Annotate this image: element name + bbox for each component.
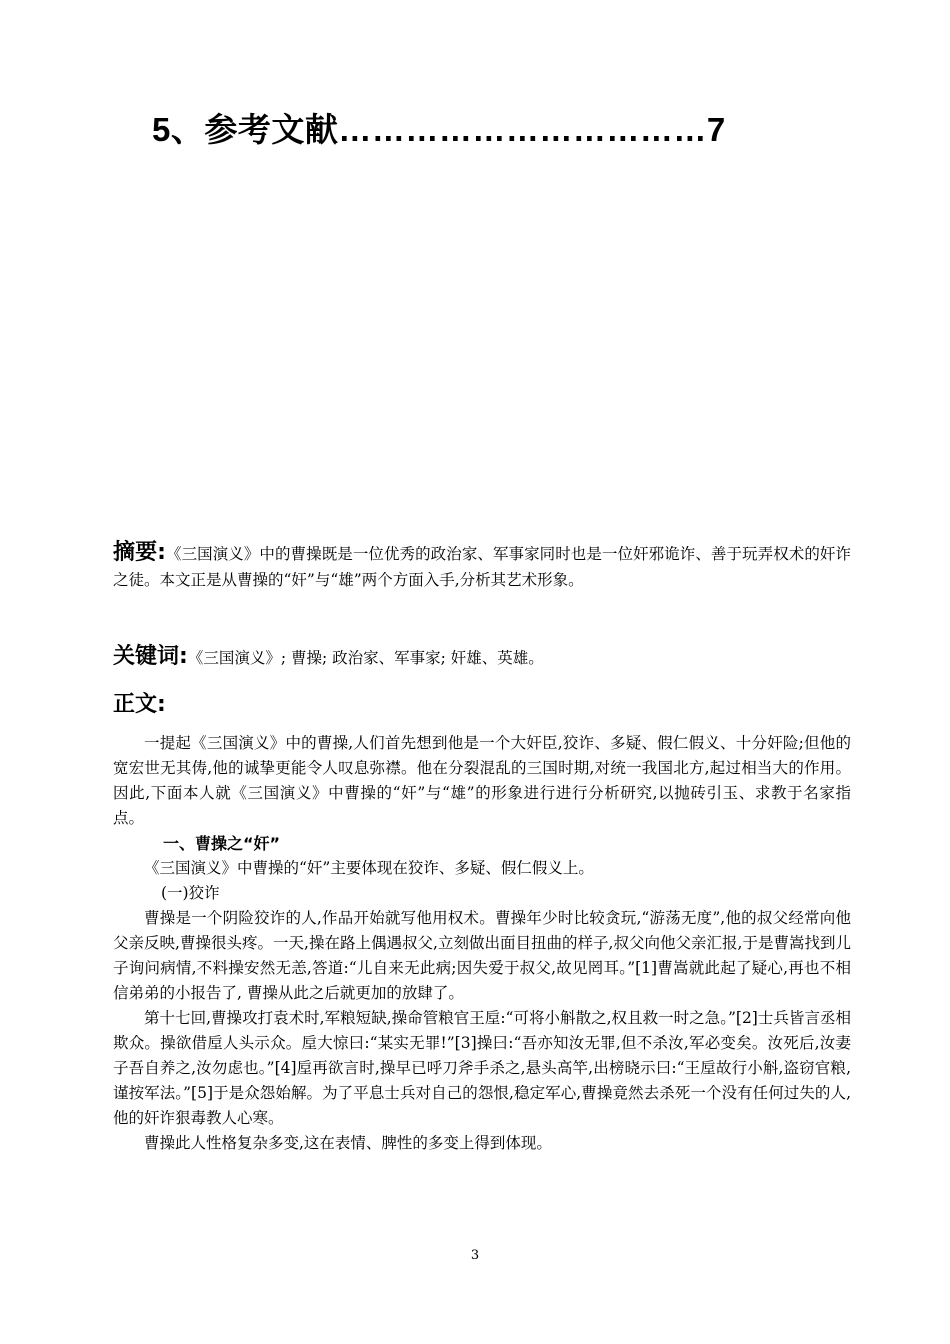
body-paragraph-2: 第十七回,曹操攻打袁术时,军粮短缺,操命管粮官王垕:“可将小斛散之,权且救一时之急。”[2]士兵皆言丞相欺众。操欲借垕人头示众。垕大惊曰:“某实无罪!”[3]操曰:“吾亦知汝无罪,但不杀汝,军必变矣。汝死后,汝妻子吾自养之,汝勿虑也。”[4]垕再欲言时,操早已呼刀斧手杀之,悬头高竿,出榜晓示曰:“王垕故行小斛,盗窃官粮,谨按军法。”[5]于是众怨始解。为了平息士兵对自己的怨恨,稳定军心,曹操竟然去杀死一个没有任何过失的人,他的奸诈狠毒教人心寒。	[113, 1009, 851, 1127]
main-content	[113, 731, 851, 1156]
body-paragraph-1: 曹操是一个阴险狡诈的人,作品开始就写他用权术。曹操年少时比较贪玩,“游荡无度”,他的叔父经常向他父亲反映,曹操很头疼。一天,操在路上偶遇叔父,立刻做出面目扭曲的样子,叔父向他父亲汇报,于是曹嵩找到儿子询问病情,不料操安然无恙,答道:“儿自来无此病;因失爱于叔父,故见罔耳。”[1]曹嵩就此起了疑心,再也不相信弟弟的小报告了, 曹操从此之后就更加的放肆了。	[113, 909, 851, 1002]
subsection-heading-1: (一)狡诈	[161, 884, 220, 902]
keywords-label: 关键词:	[113, 644, 188, 669]
page-number: 3	[470, 1248, 480, 1263]
intro-paragraph: 一提起《三国演义》中的曹操,人们首先想到他是一个大奸臣,狡诈、多疑、假仁假义、十分奸险;但他的宽宏世无其俦,他的诚挚更能令人叹息弥襟。他在分裂混乱的三国时期,对统一我国北方,起过相当大的作用。因此,下面本人就《三国演义》中曹操的“奸”与“雄”的形象进行进行分析研究,以抛砖引玉、求教于名家指点。	[113, 734, 851, 827]
main-text-heading: 正文:	[113, 692, 166, 717]
section-heading-1: 一、曹操之“奸”	[163, 834, 281, 853]
toc-entry-references: 5、参考文献……………………………7	[152, 111, 726, 148]
abstract-label: 摘要:	[113, 540, 166, 565]
keywords-text: 《三国演义》; 曹操; 政治家、军事家; 奸雄、英雄。	[187, 649, 544, 667]
section-intro-paragraph: 《三国演义》中曹操的“奸”主要体现在狡诈、多疑、假仁假义上。	[144, 859, 594, 877]
body-paragraph-3: 曹操此人性格复杂多变,这在表情、脾性的多变上得到体现。	[144, 1134, 552, 1152]
abstract-text: 《三国演义》中的曹操既是一位优秀的政治家、军事家同时也是一位奸邪诡诈、善于玩弄权术的奸诈之徒。本文正是从曹操的“奸”与“雄”两个方面入手,分析其艺术形象。	[113, 545, 851, 589]
abstract-block	[113, 540, 851, 593]
keywords-block	[113, 644, 851, 671]
